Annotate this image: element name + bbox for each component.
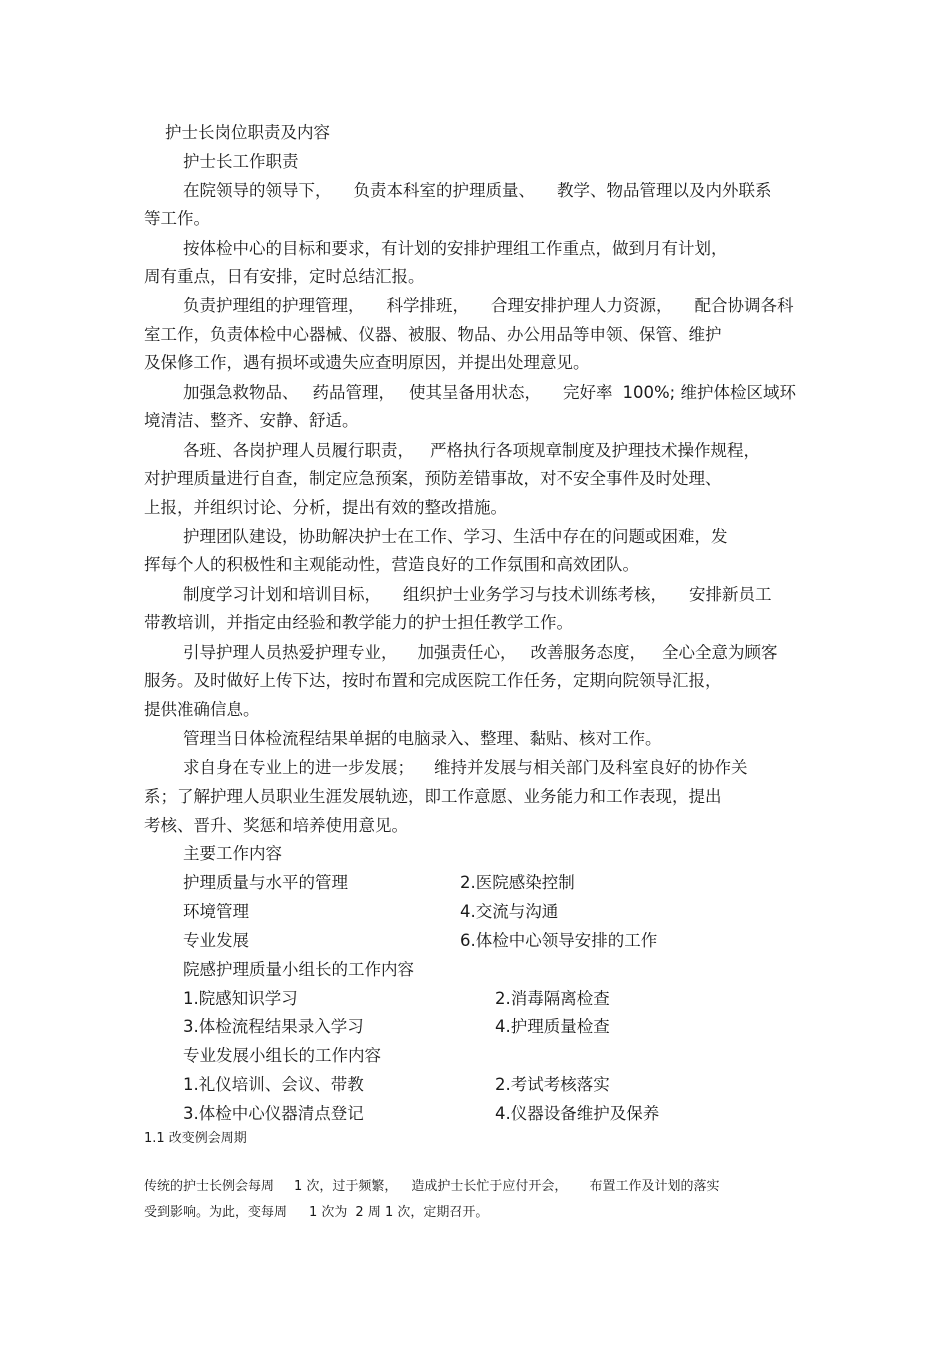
paragraph-line: 境清洁、整齐、安静、舒适。 xyxy=(144,411,359,430)
paragraph-line: 及保修工作，遇有损坏或遗失应查明原因，并提出处理意见。 xyxy=(144,353,590,372)
paragraph-line: 对护理质量进行自查，制定应急预案，预防差错事故，对不安全事件及时处理、 xyxy=(144,469,722,488)
paragraph-line: 求自身在专业上的进一步发展； 维持并发展与相关部门及科室良好的协作关 xyxy=(183,758,748,777)
paragraph-line: 护理团队建设，协助解决护士在工作、学习、生活中存在的问题或困难，发 xyxy=(183,527,728,546)
section-heading-infection-team: 院感护理质量小组长的工作内容 xyxy=(183,960,414,979)
list-item: 1.院感知识学习 xyxy=(183,989,298,1008)
paragraph-line: 加强急救物品、 药品管理， 使其呈备用状态， 完好率 100%; 维护体检区域环 xyxy=(183,383,796,402)
paragraph-line: 管理当日体检流程结果单据的电脑录入、整理、黏贴、核对工作。 xyxy=(183,729,662,748)
paragraph-line: 各班、各岗护理人员履行职责， 严格执行各项规章制度及护理技术操作规程， xyxy=(183,441,760,460)
paragraph-line: 等工作。 xyxy=(144,209,210,228)
document-title: 护士长岗位职责及内容 xyxy=(165,123,330,142)
paragraph-line: 提供准确信息。 xyxy=(144,700,260,719)
paragraph-line: 按体检中心的目标和要求，有计划的安排护理组工作重点，做到月有计划， xyxy=(183,239,728,258)
paragraph-line: 周有重点，日有安排，定时总结汇报。 xyxy=(144,267,425,286)
list-item: 2.考试考核落实 xyxy=(495,1075,610,1094)
section-heading-duties: 护士长工作职责 xyxy=(183,152,299,171)
list-item: 4.交流与沟通 xyxy=(460,902,559,921)
list-item: 护理质量与水平的管理 xyxy=(183,873,348,892)
section-heading-development-team: 专业发展小组长的工作内容 xyxy=(183,1046,381,1065)
closing-line: 传统的护士长例会每周 1 次，过于频繁， 造成护士长忙于应付开会， 布置工作及计划的落实 xyxy=(144,1179,720,1194)
paragraph-line: 负责护理组的护理管理， 科学排班， 合理安排护理人力资源， 配合协调各科 xyxy=(183,296,794,315)
paragraph-line: 带教培训，并指定由经验和教学能力的护士担任教学工作。 xyxy=(144,613,573,632)
paragraph-line: 引导护理人员热爱护理专业， 加强责任心， 改善服务态度， 全心全意为顾客 xyxy=(183,643,778,662)
list-item: 3.体检流程结果录入学习 xyxy=(183,1017,364,1036)
paragraph-line: 挥每个人的积极性和主观能动性，营造良好的工作氛围和高效团队。 xyxy=(144,555,639,574)
paragraph-line: 在院领导的领导下， 负责本科室的护理质量、 教学、物品管理以及内外联系 xyxy=(183,181,772,200)
paragraph-line: 上报，并组织讨论、分析，提出有效的整改措施。 xyxy=(144,498,507,517)
paragraph-line: 室工作，负责体检中心器械、仪器、被服、物品、办公用品等申领、保管、维护 xyxy=(144,325,722,344)
list-item: 2.消毒隔离检查 xyxy=(495,989,610,1008)
paragraph-line: 制度学习计划和培训目标， 组织护士业务学习与技术训练考核， 安排新员工 xyxy=(183,585,772,604)
list-item: 6.体检中心领导安排的工作 xyxy=(460,931,658,950)
section-heading-main-content: 主要工作内容 xyxy=(183,844,282,863)
closing-line: 受到影响。为此，变每周 1 次为 2 周 1 次，定期召开。 xyxy=(144,1205,489,1220)
list-item: 4.护理质量检查 xyxy=(495,1017,610,1036)
paragraph-line: 服务。及时做好上传下达，按时布置和完成医院工作任务，定期向院领导汇报， xyxy=(144,671,722,690)
list-item: 4.仪器设备维护及保养 xyxy=(495,1104,660,1123)
list-item: 环境管理 xyxy=(183,902,249,921)
paragraph-line: 考核、晋升、奖惩和培养使用意见。 xyxy=(144,816,408,835)
paragraph-line: 系；了解护理人员职业生涯发展轨迹，即工作意愿、业务能力和工作表现，提出 xyxy=(144,787,722,806)
list-item: 专业发展 xyxy=(183,931,249,950)
list-item: 3.体检中心仪器清点登记 xyxy=(183,1104,364,1123)
list-item: 1.礼仪培训、会议、带教 xyxy=(183,1075,364,1094)
subsection-heading: 1.1 改变例会周期 xyxy=(144,1131,247,1146)
list-item: 2.医院感染控制 xyxy=(460,873,575,892)
